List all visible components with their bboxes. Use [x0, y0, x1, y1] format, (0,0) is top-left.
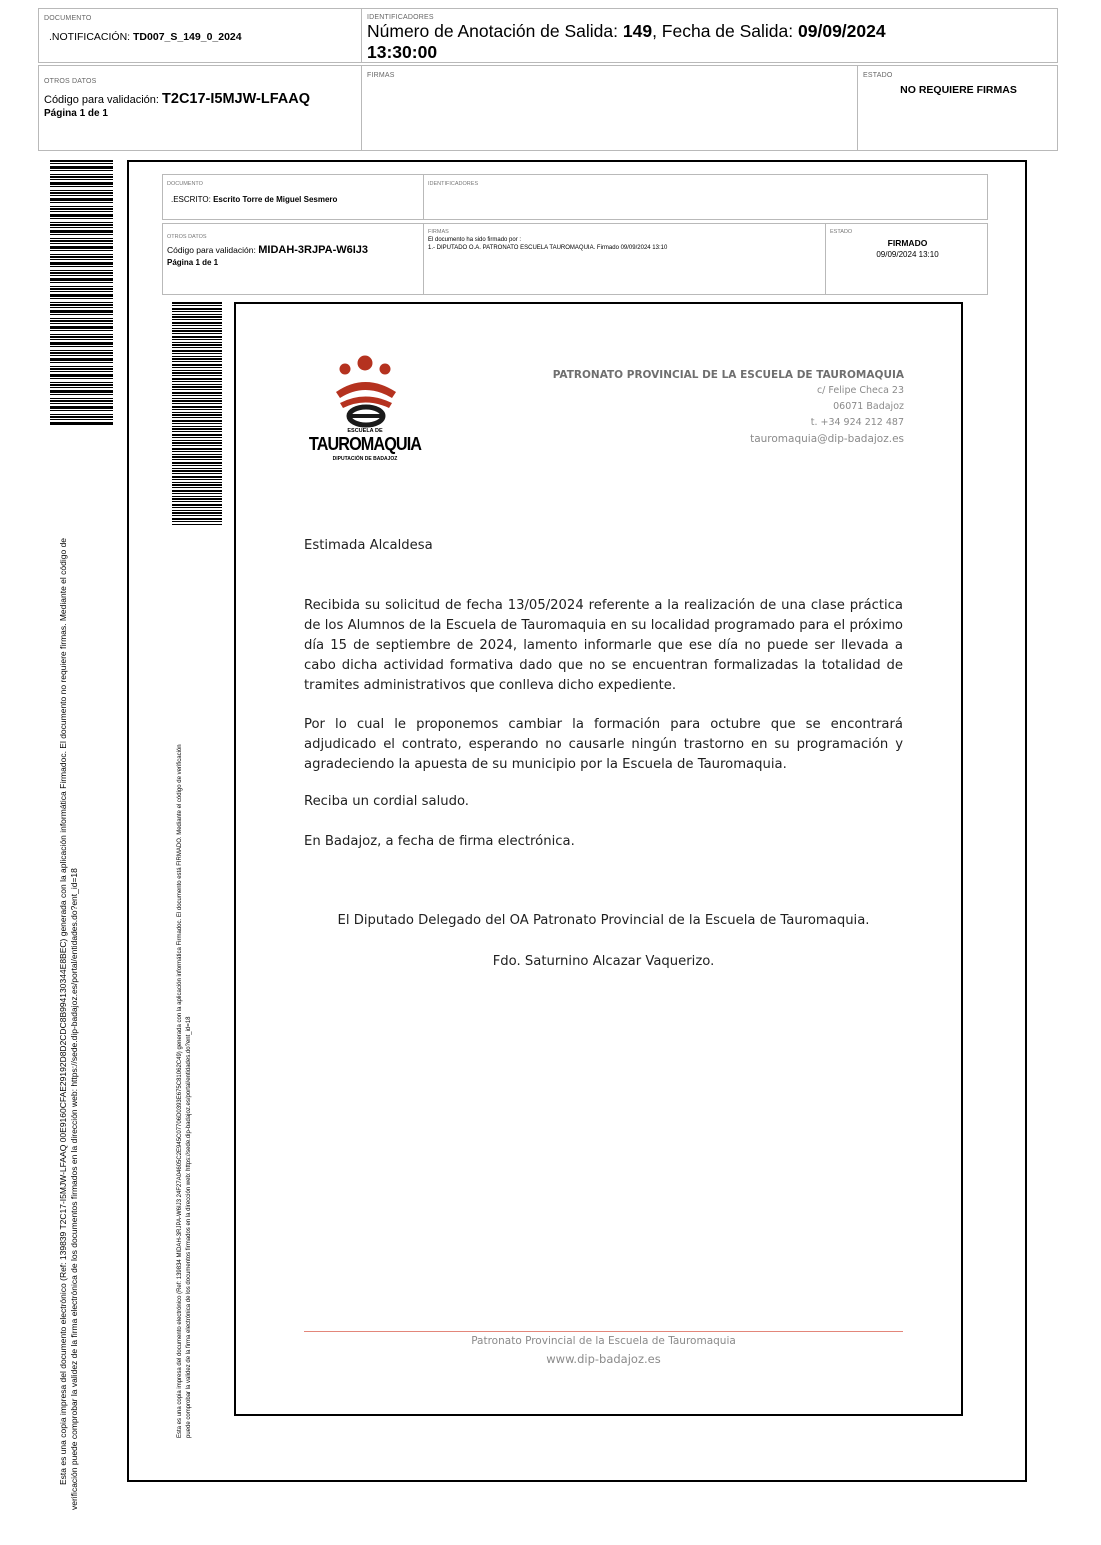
- outer-fecha-time: 13:30:00: [367, 42, 438, 62]
- org-name: PATRONATO PROVINCIAL DE LA ESCUELA DE TAUROMAQUIA: [552, 369, 904, 381]
- inner-codigo-value: MIDAH-3RJPA-W6IJ3: [258, 244, 369, 256]
- inner-escrito-value: Escrito Torre de Miguel Sesmero: [213, 195, 338, 204]
- outer-codigo-prefix: Código para validación:: [44, 94, 159, 106]
- outer-header-documento-cell: [38, 8, 362, 63]
- inner-side-text-1: Esta es una copia impresa del documento electrónico (Ref: 139834 MIDAH-3RJPA-W6IJ3 24F27A04605C2E945C07706D0393E675C81062C49) generada con la aplicación informática Firmadoc. El documento está FIRMADO. Mediante el código de verificación: [177, 744, 183, 1438]
- address-line-1: c/ Felipe Checa 23: [816, 385, 904, 396]
- outer-documento-id: TD007_S_149_0_2024: [133, 31, 242, 43]
- outer-documento-value: [49, 31, 242, 43]
- outer-estado-label: ESTADO: [863, 72, 893, 79]
- footer-org: Patronato Provincial de la Escuela de Tauromaquia: [471, 1335, 736, 1347]
- outer-documento-prefix: .NOTIFICACIÓN:: [49, 31, 131, 43]
- outer-fecha-date: 09/09/2024: [798, 21, 886, 41]
- inner-codigo-prefix: Código para validación:: [167, 245, 256, 255]
- inner-estado-cell: [825, 223, 988, 295]
- address-line-2: 06071 Badajoz: [833, 401, 904, 412]
- signer-title: El Diputado Delegado del OA Patronato Provincial de la Escuela de Tauromaquia.: [337, 913, 870, 928]
- outer-estado-cell: [857, 65, 1058, 151]
- inner-estado-date: 09/09/2024 13:10: [876, 250, 939, 259]
- outer-codigo-value: T2C17-I5MJW-LFAAQ: [162, 91, 310, 107]
- outer-anotacion-prefix: Número de Anotación de Salida:: [367, 21, 618, 41]
- place-date: En Badajoz, a fecha de firma electrónica.: [304, 834, 575, 849]
- inner-estado-label: ESTADO: [830, 229, 853, 235]
- bullring-logo-icon: [300, 350, 430, 430]
- inner-escrito-line: [171, 195, 337, 204]
- outer-estado-value: NO REQUIERE FIRMAS: [900, 84, 1017, 96]
- outer-anotacion-text: [367, 21, 967, 63]
- inner-escrito-prefix: .ESCRITO:: [171, 195, 211, 204]
- greeting: Estimada Alcaldesa: [304, 538, 433, 553]
- outer-firmas-label: FIRMAS: [367, 72, 395, 79]
- inner-barcode: [172, 302, 222, 526]
- inner-firmas-label: FIRMAS: [428, 229, 449, 235]
- paragraph-2: Por lo cual le proponemos cambiar la formación para octubre que se encontrará adjudicado el contrato, esperando no causarle ningún trastorno en su programación y agradeciendo la apuesta de su municipio por la Escuela de Tauromaquia.: [304, 717, 903, 772]
- inner-estado-value: FIRMADO: [887, 238, 928, 248]
- letterhead-address: [500, 367, 904, 447]
- inner-identificadores-label: IDENTIFICADORES: [428, 181, 479, 187]
- outer-side-text-1: Esta es una copia impresa del documento electrónico (Ref: 139839 T2C17-I5MJW-LFAAQ 00E9160CFAE29192D8D2CDC8B994130344E8BEC) generada con la aplicación informática Firmadoc. El documento no requiere firmas. Mediante el código de: [58, 537, 68, 1485]
- footer-web: www.dip-badajoz.es: [546, 1352, 661, 1366]
- inner-otros-cell: [162, 223, 424, 295]
- outer-otros-label: OTROS DATOS: [44, 78, 97, 85]
- logo-small-text: ESCUELA DE: [347, 428, 383, 434]
- outer-identificadores-label: IDENTIFICADORES: [367, 14, 434, 21]
- footer-divider: [304, 1331, 903, 1332]
- inner-pagina: Página 1 de 1: [167, 258, 219, 267]
- outer-codigo-line: [44, 91, 310, 107]
- tauromaquia-logo: [300, 350, 430, 470]
- closing: Reciba un cordial saludo.: [304, 794, 470, 809]
- outer-side-text-2: verificación puede comprobar la validez de la firma electrónica de los documentos firmados en la dirección web: https://sede.dip-badajoz.es/portal/entidades.do?ent_id=18: [69, 868, 79, 1510]
- inner-codigo-line: [167, 244, 368, 256]
- outer-barcode: [50, 160, 113, 426]
- inner-documento-label: DOCUMENTO: [167, 181, 203, 187]
- inner-firmas-cell: [423, 223, 826, 295]
- email-address: tauromaquia@dip-badajoz.es: [750, 433, 904, 445]
- outer-otros-cell: [38, 65, 362, 151]
- outer-anotacion-num: 149: [622, 21, 653, 41]
- inner-otros-label: OTROS DATOS: [167, 234, 207, 240]
- paragraph-1: Recibida su solicitud de fecha 13/05/2024 referente a la realización de una clase práctica de los Alumnos de la Escuela de Tauromaquia en su localidad programado para el próximo día 15 de septiembre de 2024, lamento informarle que ese día no puede ser llevada a cabo dicha actividad formativa dado que no se encuentran formalizadas la totalidad de tramites administrativos que conlleva dicho expediente.: [304, 598, 903, 693]
- inner-firmas-line2: 1.- DIPUTADO O.A. PATRONATO ESCUELA TAUROMAQUIA. Firmado 09/09/2024 13:10: [428, 245, 668, 251]
- phone-number: t. +34 924 212 487: [810, 417, 904, 428]
- inner-side-text-2: puede comprobar la validez de la firma electrónica de los documentos firmados en la dirección web: https://sede.dip-badajoz.es/portal/entidades.do?ent_id=18: [186, 1016, 192, 1438]
- inner-identificadores-cell: [423, 174, 988, 220]
- logo-sub-text: DIPUTACIÓN DE BADAJOZ: [332, 456, 398, 462]
- outer-firmas-cell: [361, 65, 858, 151]
- signer-name: Fdo. Saturnino Alcazar Vaquerizo.: [492, 954, 715, 969]
- inner-documento-cell: [162, 174, 424, 220]
- outer-fecha-prefix: , Fecha de Salida:: [652, 21, 794, 41]
- outer-header-identificadores-cell: [361, 8, 1058, 63]
- inner-firmas-line1: El documento ha sido firmado por :: [428, 237, 522, 243]
- outer-documento-label: DOCUMENTO: [44, 15, 92, 22]
- logo-big-text: TAUROMAQUIA: [308, 434, 422, 454]
- outer-pagina: Página 1 de 1: [44, 108, 108, 119]
